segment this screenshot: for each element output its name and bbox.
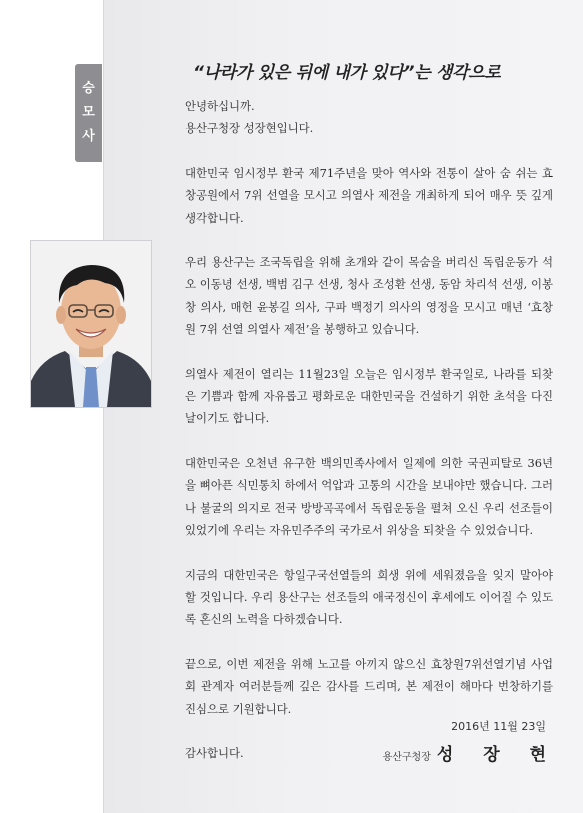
section-tab-char: 승 <box>82 81 95 96</box>
portrait-illustration <box>31 241 151 407</box>
section-tab-char: 모 <box>82 105 95 120</box>
portrait-ear <box>116 306 126 324</box>
signature-block <box>382 740 558 765</box>
page-heading: “나라가 있은 뒤에 내가 있다”는 생각으로 <box>193 63 501 83</box>
mayor-portrait-photo <box>31 241 151 407</box>
signature-name: 성 장 현 <box>436 745 558 765</box>
paragraph: 대한민국 임시정부 환국 제71주년을 맞아 역사와 전통이 살아 숨 쉬는 효창공원에서 7위 선열을 모시고 의열사 제전을 개최하게 되어 매우 뜻 깊게 생각합니다. <box>185 165 553 225</box>
letter-date: 2016년 11월 23일 <box>451 720 546 733</box>
greeting-line: 안녕하십니까. <box>185 99 255 113</box>
paragraph: 지금의 대한민국은 항일구국선열들의 희생 위에 세워졌음을 잊지 말아야 할 것입니다. 우리 용산구는 선조들의 애국정신이 후세에도 이어질 수 있도록 혼신의 노력을 다하겠습니다. <box>185 567 553 627</box>
paragraph: 의열사 제전이 열리는 11월23일 오늘은 임시정부 환국일로, 나라를 되찾은 기쁨과 함께 자유롭고 평화로운 대한민국을 건설하기 위한 초석을 다진 날이기도 합니다. <box>185 366 553 426</box>
paragraph: 끝으로, 이번 제전을 위해 노고를 아끼지 않으신 효창원7위선열기념 사업회 관계자 여러분들께 깊은 감사를 드리며, 본 제전이 해마다 번창하기를 진심으로 기원합니다. <box>185 656 553 716</box>
paragraph: 우리 용산구는 조국독립을 위해 초개와 같이 목숨을 버리신 독립운동가 석오 이동녕 선생, 백범 김구 선생, 청사 조성환 선생, 동암 차리석 선생, 이봉창 의사, 매헌 윤봉길 의사, 구파 백정기 의사의 영정을 모시고 매년 ‘효창원 7위 선열 의열사 제전’을 봉행하고 있습니다. <box>185 255 553 337</box>
closing-line: 감사합니다. <box>185 745 244 760</box>
greeting-line: 용산구청장 성장현입니다. <box>185 121 314 136</box>
portrait-ear <box>56 306 66 324</box>
letter-body <box>185 95 553 786</box>
paragraph: 대한민국은 오천년 유구한 백의민족사에서 일제에 의한 국권피탈로 36년을 뼈아픈 식민통치 하에서 억압과 고통의 시간을 보내야만 했습니다. 그러나 불굴의 의지로 전국 방방곡곡에서 독립운동을 펼쳐 오신 우리 선조들이 있었기에 우리는 자유민주주의 국가로서 위상을 되찾을 수 있었습니다. <box>185 455 553 538</box>
greeting-block <box>185 95 553 140</box>
section-tab-char: 사 <box>82 129 95 144</box>
section-tab <box>75 64 102 162</box>
signature-title: 용산구청장 <box>382 752 431 763</box>
